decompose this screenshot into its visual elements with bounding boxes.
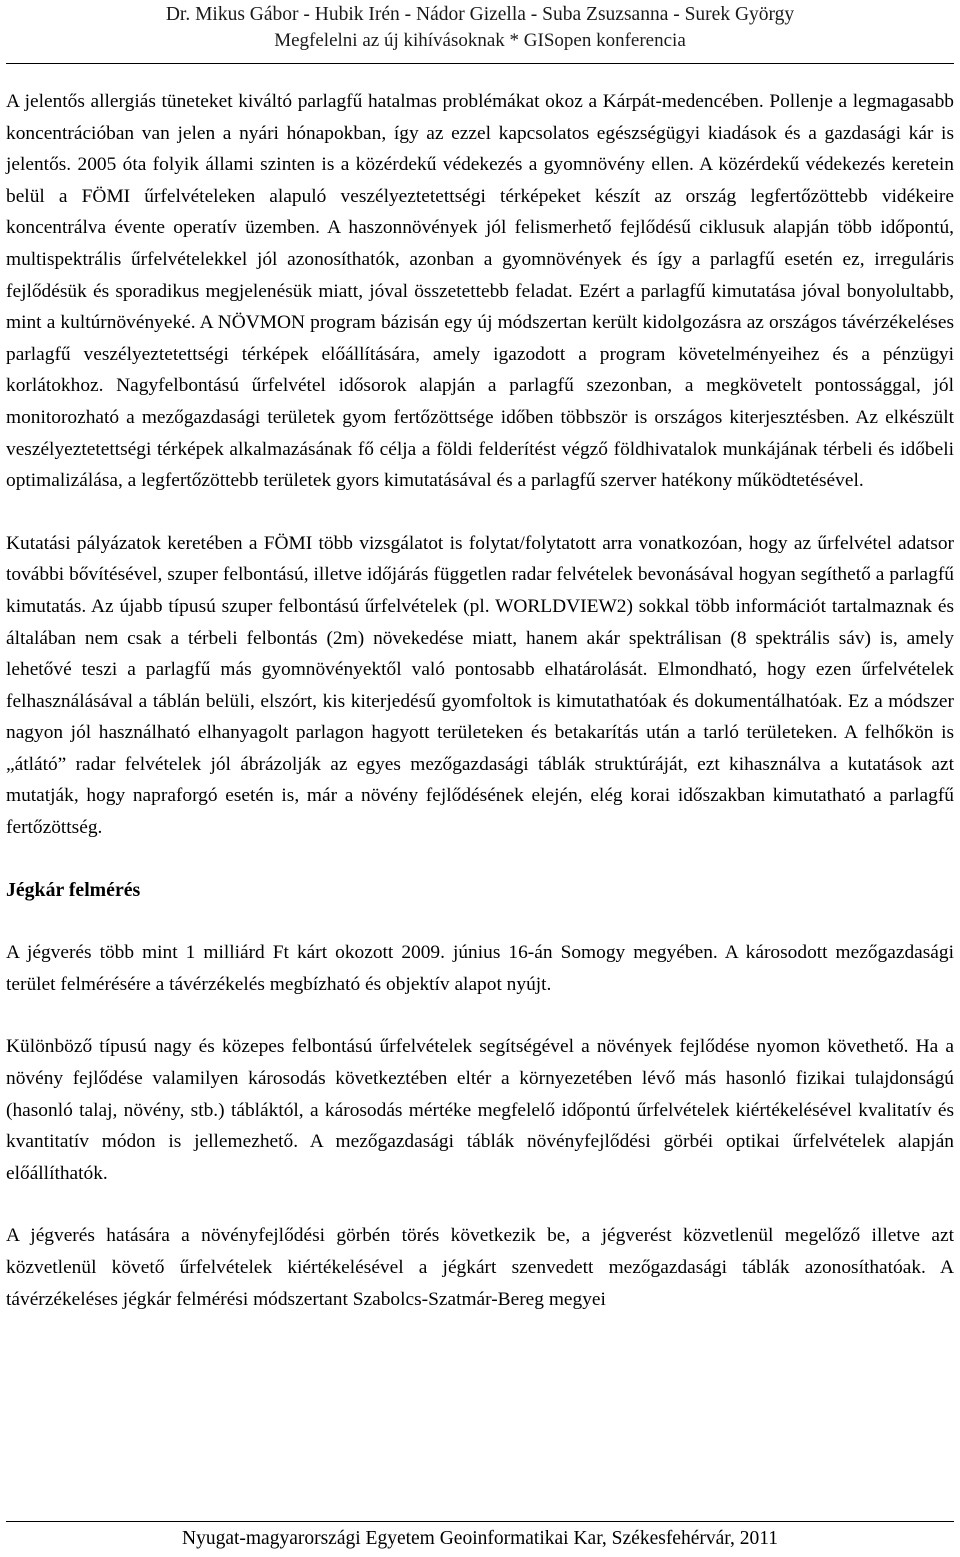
header-divider bbox=[6, 63, 954, 64]
paragraph-research: Kutatási pályázatok keretében a FÖMI több vizsgálatot is folytat/folytatott arra vonatkozóan, hogy az űrfelvétel adatsor további bővítésével, szuper felbontású, illetve időjárás független radar felvételek bevonásával hogyan segíthető a parlagfű kimutatás. Az újabb típusú szuper felbontású űrfelvételek (pl. WORLDVIEW2) sokkal több információt tartalmaznak és általában nem csak a térbeli felbontás (2m) növekedése miatt, hanem akár spektrálisan (8 spektrális sáv) is, amely lehetővé teszi a parlagfű más gyomnövényektől való pontosabb elhatárolását. Elmondható, hogy ezen űrfelvételek felhasználásával a táblán belüli, elszórt, kis kiterjedésű gyomfoltok is kimutathatóak és dokumentálhatóak. Ez a módszer nagyon jól használható elhanyagolt parlagon hagyott területeken és betakarítás után a tarló területeken. A felhőkön is „átlátó” radar felvételek jól ábrázolják az egyes mezőgazdasági táblák struktúráját, ezt kihasználva a kutatások azt mutatják, hogy napraforgó esetén is, már a növény fejlődésének elején, elég korai időszakban kimutatható a parlagfű fertőzöttség. bbox=[6, 532, 954, 839]
page-footer: Nyugat-magyarországi Egyetem Geoinformatikai Kar, Székesfehérvár, 2011 bbox=[181, 1528, 779, 1549]
header-authors: Dr. Mikus Gábor - Hubik Irén - Nádor Gizella - Suba Zsuzsanna - Surek György bbox=[165, 4, 795, 25]
page-header bbox=[0, 0, 960, 54]
paragraph-crop-monitoring: Különböző típusú nagy és közepes felbontású űrfelvételek segítségével a növények fejlődése nyomon követhető. Ha a növény fejlődése valamilyen károsodás következtében eltér a környezetében lévő más hasonló fizikai tulajdonságú (hasonló talaj, növény, stb.) tábláktól, a károsodás mértéke megfelelő időpontú űrfelvételek kiértékelésével kvalitatív és kvantitatív módon is jellemezhető. A mezőgazdasági táblák növényfejlődési görbéi optikai űrfelvételek alapján előállíthatók. bbox=[6, 1036, 954, 1184]
document-body bbox=[6, 86, 954, 1315]
footer-divider bbox=[6, 1521, 954, 1522]
paragraph-ragweed-intro: A jelentős allergiás tüneteket kiváltó parlagfű hatalmas problémákat okoz a Kárpát-medencében. Pollenje a legmagasabb koncentrációban van jelen a nyári hónapokban, így az ezzel kapcsolatos egészségügyi kiadások és a gazdasági kár is jelentős. 2005 óta folyik állami szinten is a közérdekű védekezés a gyomnövény ellen. A közérdekű védekezés keretein belül a FÖMI űrfelvételeken alapuló veszélyeztetettségi térképeket készít az ország legfertőzöttebb vidékeire koncentrálva évente operatív üzemben. A haszonnövények jól felismerhető fejlődésű ciklusuk alapján több időpontú, multispektrális űrfelvételekkel jól azonosíthatók, azonban a gyomnövények és így a parlagfű esetén ez, irreguláris fejlődésük és sporadikus megjelenésük miatt, jóval összetettebb feladat. Ezért a parlagfű kimutatása jóval bonyolultabb, mint a kultúrnövényeké. A NÖVMON program bázisán egy új módszertan került kidolgozásra az országos távérzékeléses parlagfű veszélyeztetettségi térképek előállítására, amely igazodott a program követelményeihez és a pénzügyi korlátokhoz. Nagyfelbontású űrfelvétel idősorok alapján a parlagfű szezonban, a megkövetelt pontossággal, jól monitorozható a mezőgazdasági területek gyom fertőzöttsége időben többször is országos kiterjesztésben. Az elkészült veszélyeztetettségi térképek alkalmazásának fő célja a földi felderítést végző földhivatalok munkájának térbeli és időbeli optimalizálása, a legfertőzöttebb területek gyors kimutatásával és a parlagfű szerver hatékony működtetésével. bbox=[6, 91, 954, 492]
header-conference: Megfelelni az új kihívásoknak * GISopen konferencia bbox=[274, 30, 686, 51]
paragraph-hail-damage: A jégverés több mint 1 milliárd Ft kárt okozott 2009. június 16-án Somogy megyében. A károsodott mezőgazdasági terület felmérésére a távérzékelés megbízható és objektív alapot nyújt. bbox=[6, 942, 954, 995]
paragraph-hail-detection: A jégverés hatására a növényfejlődési görbén törés következik be, a jégverést közvetlenül megelőző illetve azt közvetlenül követő űrfelvételek kiértékelésével a jégkárt szenvedett mezőgazdasági táblák azonosíthatóak. A távérzékeléses jégkár felmérési módszertant Szabolcs-Szatmár-Bereg megyei bbox=[6, 1225, 954, 1310]
section-heading: Jégkár felmérés bbox=[6, 878, 141, 901]
